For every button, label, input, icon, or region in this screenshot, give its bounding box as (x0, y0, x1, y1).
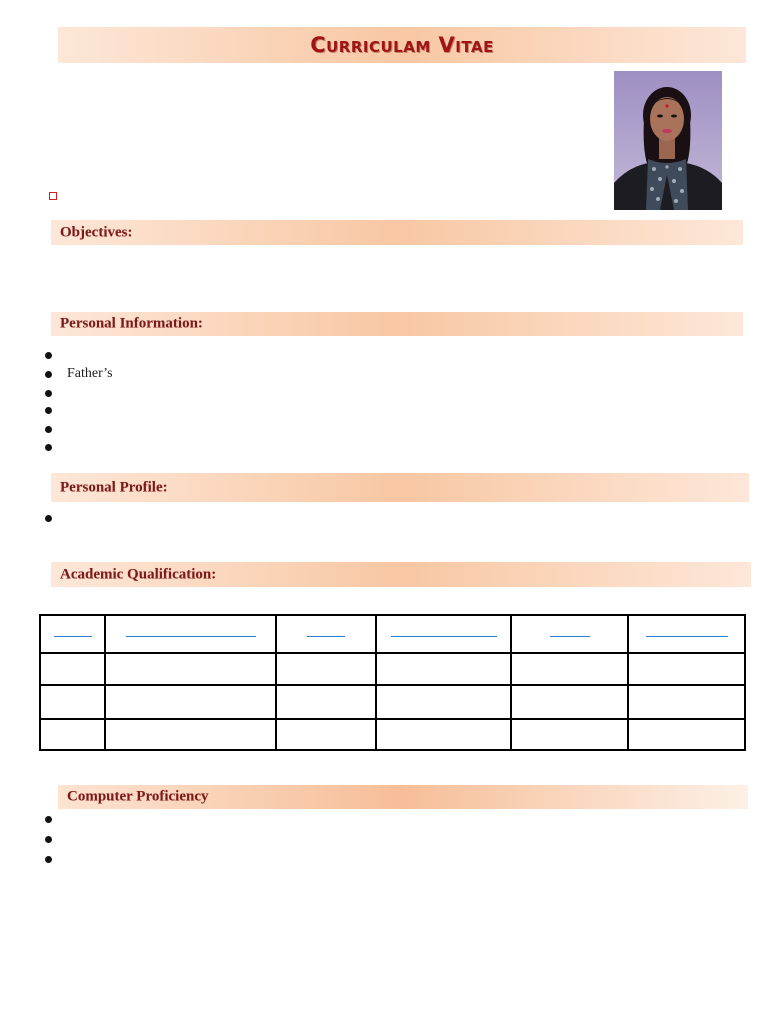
table-header-cell (511, 615, 628, 653)
table-cell (105, 653, 276, 685)
bullet-icon (45, 371, 52, 378)
table-cell (276, 653, 376, 685)
title-band (58, 27, 746, 63)
table-header-cell (40, 615, 105, 653)
table-cell (376, 653, 511, 685)
table-cell (105, 685, 276, 719)
checkbox-bullet-icon (49, 192, 57, 200)
table-cell (628, 685, 745, 719)
profile-photo (614, 71, 722, 210)
table-cell (276, 685, 376, 719)
table-cell (40, 653, 105, 685)
objectives-band (51, 220, 743, 245)
table-row (40, 653, 745, 685)
bullet-icon (45, 390, 52, 397)
academic-qualification-band (51, 562, 751, 587)
personal-profile-band (51, 473, 749, 502)
table-cell (511, 719, 628, 750)
table-cell (376, 685, 511, 719)
bullet-icon (45, 444, 52, 451)
bullet-icon (45, 856, 52, 863)
bullet-icon (45, 352, 52, 359)
table-cell (511, 685, 628, 719)
table-cell (40, 719, 105, 750)
bullet-icon (45, 407, 52, 414)
table-row (40, 685, 745, 719)
bullet-icon (45, 515, 52, 522)
table-cell (276, 719, 376, 750)
bullet-icon (45, 836, 52, 843)
table-cell (376, 719, 511, 750)
objectives-heading: Objectives: (60, 224, 133, 240)
table-header-row (40, 615, 745, 653)
table-cell (105, 719, 276, 750)
table-header-cell (628, 615, 745, 653)
bullet-icon (45, 816, 52, 823)
table-row (40, 719, 745, 750)
computer-proficiency-band (58, 785, 748, 809)
table-cell (628, 719, 745, 750)
table-header-cell (376, 615, 511, 653)
table-cell (40, 685, 105, 719)
page-title: Curriculam Vitae (310, 33, 494, 57)
table-cell (511, 653, 628, 685)
academic-qualification-heading: Academic Qualification: (60, 566, 217, 582)
table-header-cell (105, 615, 276, 653)
computer-proficiency-heading: Computer Proficiency (67, 788, 209, 805)
personal-information-heading: Personal Information: (60, 315, 203, 332)
personal-information-band (51, 312, 743, 336)
table-header-cell (276, 615, 376, 653)
bullet-icon (45, 426, 52, 433)
personal-profile-heading: Personal Profile: (60, 479, 168, 495)
table-cell (628, 653, 745, 685)
personal-info-item: Father’s (67, 366, 113, 381)
academic-qualification-table (39, 614, 746, 751)
